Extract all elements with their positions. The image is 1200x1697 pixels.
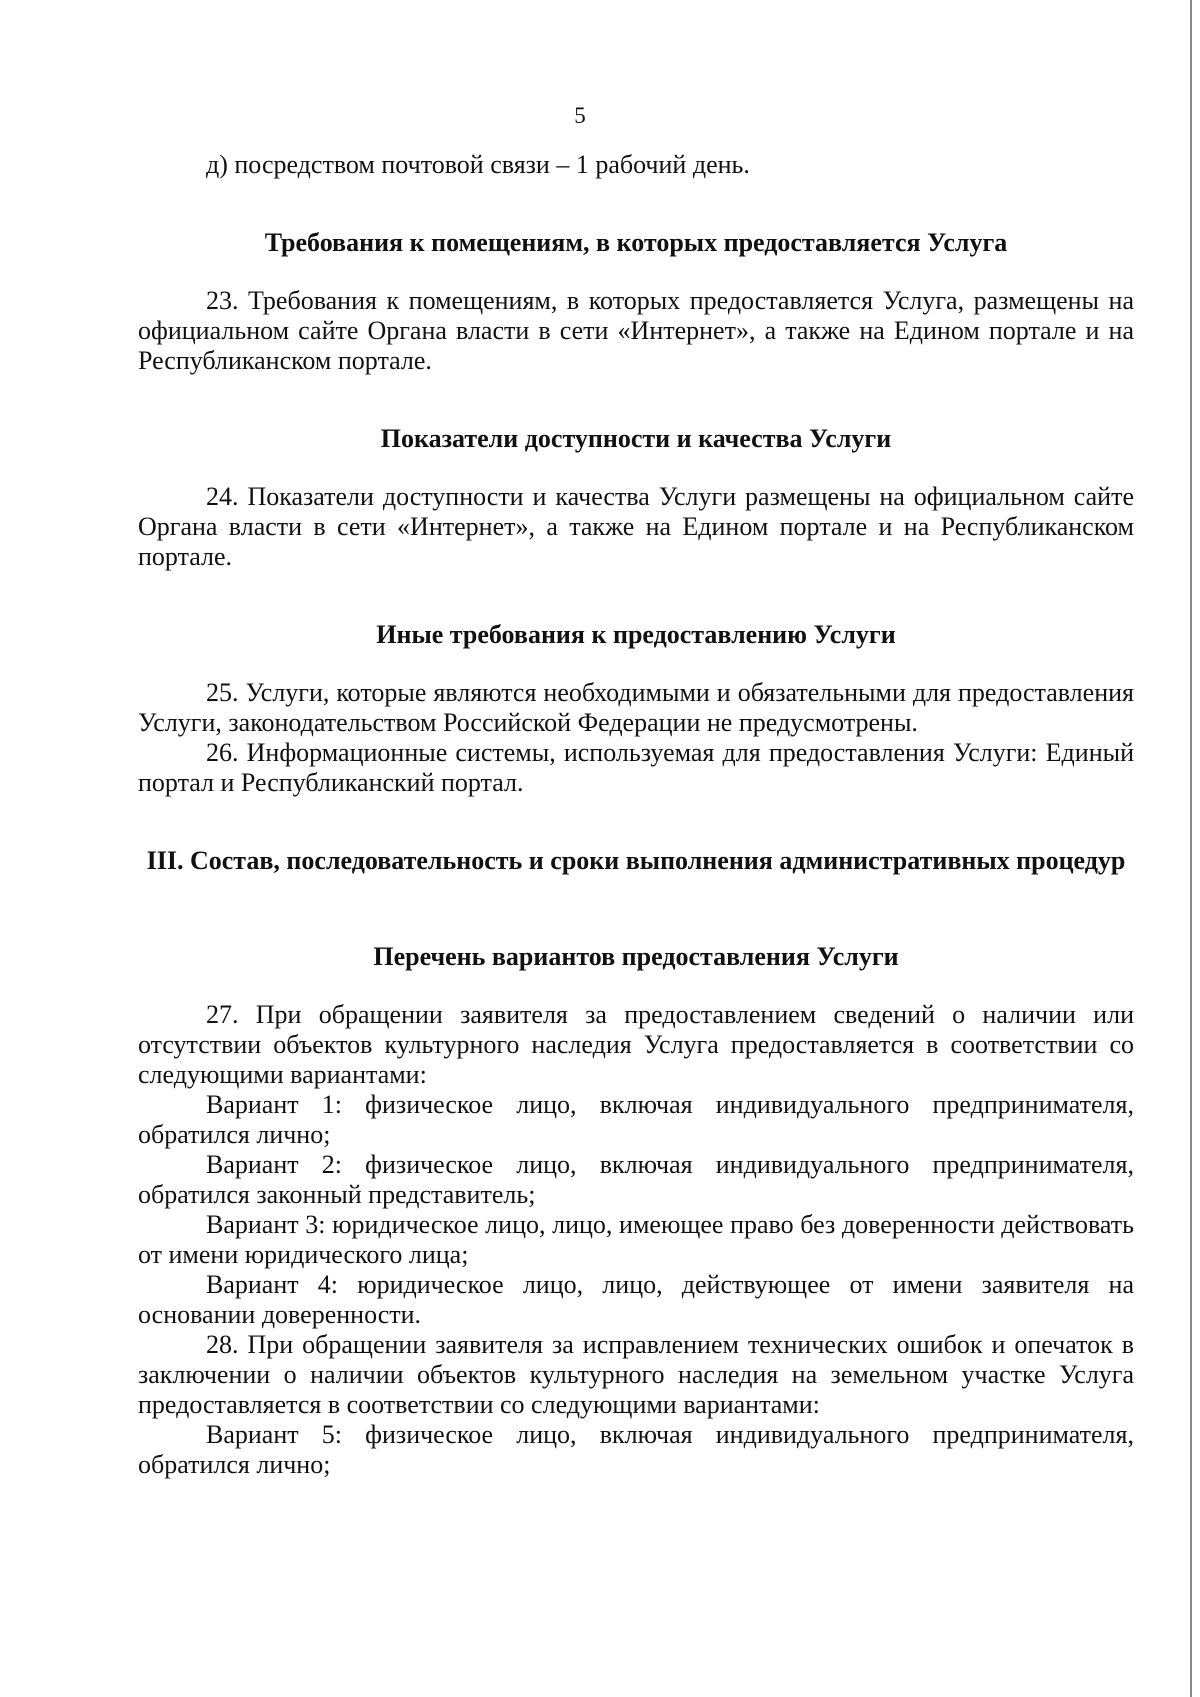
paragraph: 24. Показатели доступности и качества Услуги размещены на официальном сайте Органа власти в сети «Интернет», а также на Едином портале и на Республиканском портале. bbox=[138, 482, 1134, 571]
section-heading: Иные требования к предоставлению Услуги bbox=[376, 620, 896, 649]
paragraph: 25. Услуги, которые являются необходимыми и обязательными для предоставления Услуги, законодательством Российской Федерации не предусмотрены. bbox=[138, 678, 1134, 737]
paragraph: 28. При обращении заявителя за исправлением технических ошибок и опечаток в заключении о наличии объектов культурного наследия на земельном участке Услуга предоставляется в соответствии со следующими вариантами: bbox=[138, 1330, 1134, 1419]
section-heading: Требования к помещениям, в которых предоставляется Услуга bbox=[264, 228, 1008, 257]
paragraph: 26. Информационные системы, используемая для предоставления Услуги: Единый портал и Республиканский портал. bbox=[138, 738, 1134, 797]
section-heading: Показатели доступности и качества Услуги bbox=[380, 424, 892, 453]
spacer bbox=[138, 180, 1134, 228]
spacer bbox=[138, 972, 1134, 1000]
paragraph: д) посредством почтовой связи – 1 рабочий день. bbox=[206, 150, 750, 179]
section-heading: Перечень вариантов предоставления Услуги bbox=[373, 942, 899, 971]
page-number: 5 bbox=[574, 103, 586, 128]
paragraph: Вариант 2: физическое лицо, включая индивидуального предпринимателя, обратился законный представитель; bbox=[138, 1150, 1134, 1209]
document-body bbox=[138, 150, 1134, 1480]
paragraph: Вариант 3: юридическое лицо, лицо, имеющее право без доверенности действовать от имени юридического лица; bbox=[138, 1210, 1134, 1269]
spacer bbox=[138, 258, 1134, 286]
paragraph: 27. При обращении заявителя за предоставлением сведений о наличии или отсутствии объектов культурного наследия Услуга предоставляется в соответствии со следующими вариантами: bbox=[138, 1000, 1134, 1089]
scan-edge-line bbox=[1190, 0, 1192, 1697]
spacer bbox=[138, 376, 1134, 424]
spacer bbox=[138, 876, 1134, 942]
spacer bbox=[138, 650, 1134, 678]
paragraph: 23. Требования к помещениям, в которых предоставляется Услуга, размещены на официальном сайте Органа власти в сети «Интернет», а также на Едином портале и на Республиканском портале. bbox=[138, 286, 1134, 375]
section-heading: III. Состав, последовательность и сроки выполнения административных процедур bbox=[146, 846, 1126, 875]
paragraph: Вариант 1: физическое лицо, включая индивидуального предпринимателя, обратился лично; bbox=[138, 1090, 1134, 1149]
spacer bbox=[138, 798, 1134, 846]
paragraph: Вариант 5: физическое лицо, включая индивидуального предпринимателя, обратился лично; bbox=[138, 1420, 1134, 1479]
paragraph: Вариант 4: юридическое лицо, лицо, действующее от имени заявителя на основании доверенности. bbox=[138, 1270, 1134, 1329]
spacer bbox=[138, 454, 1134, 482]
spacer bbox=[138, 572, 1134, 620]
